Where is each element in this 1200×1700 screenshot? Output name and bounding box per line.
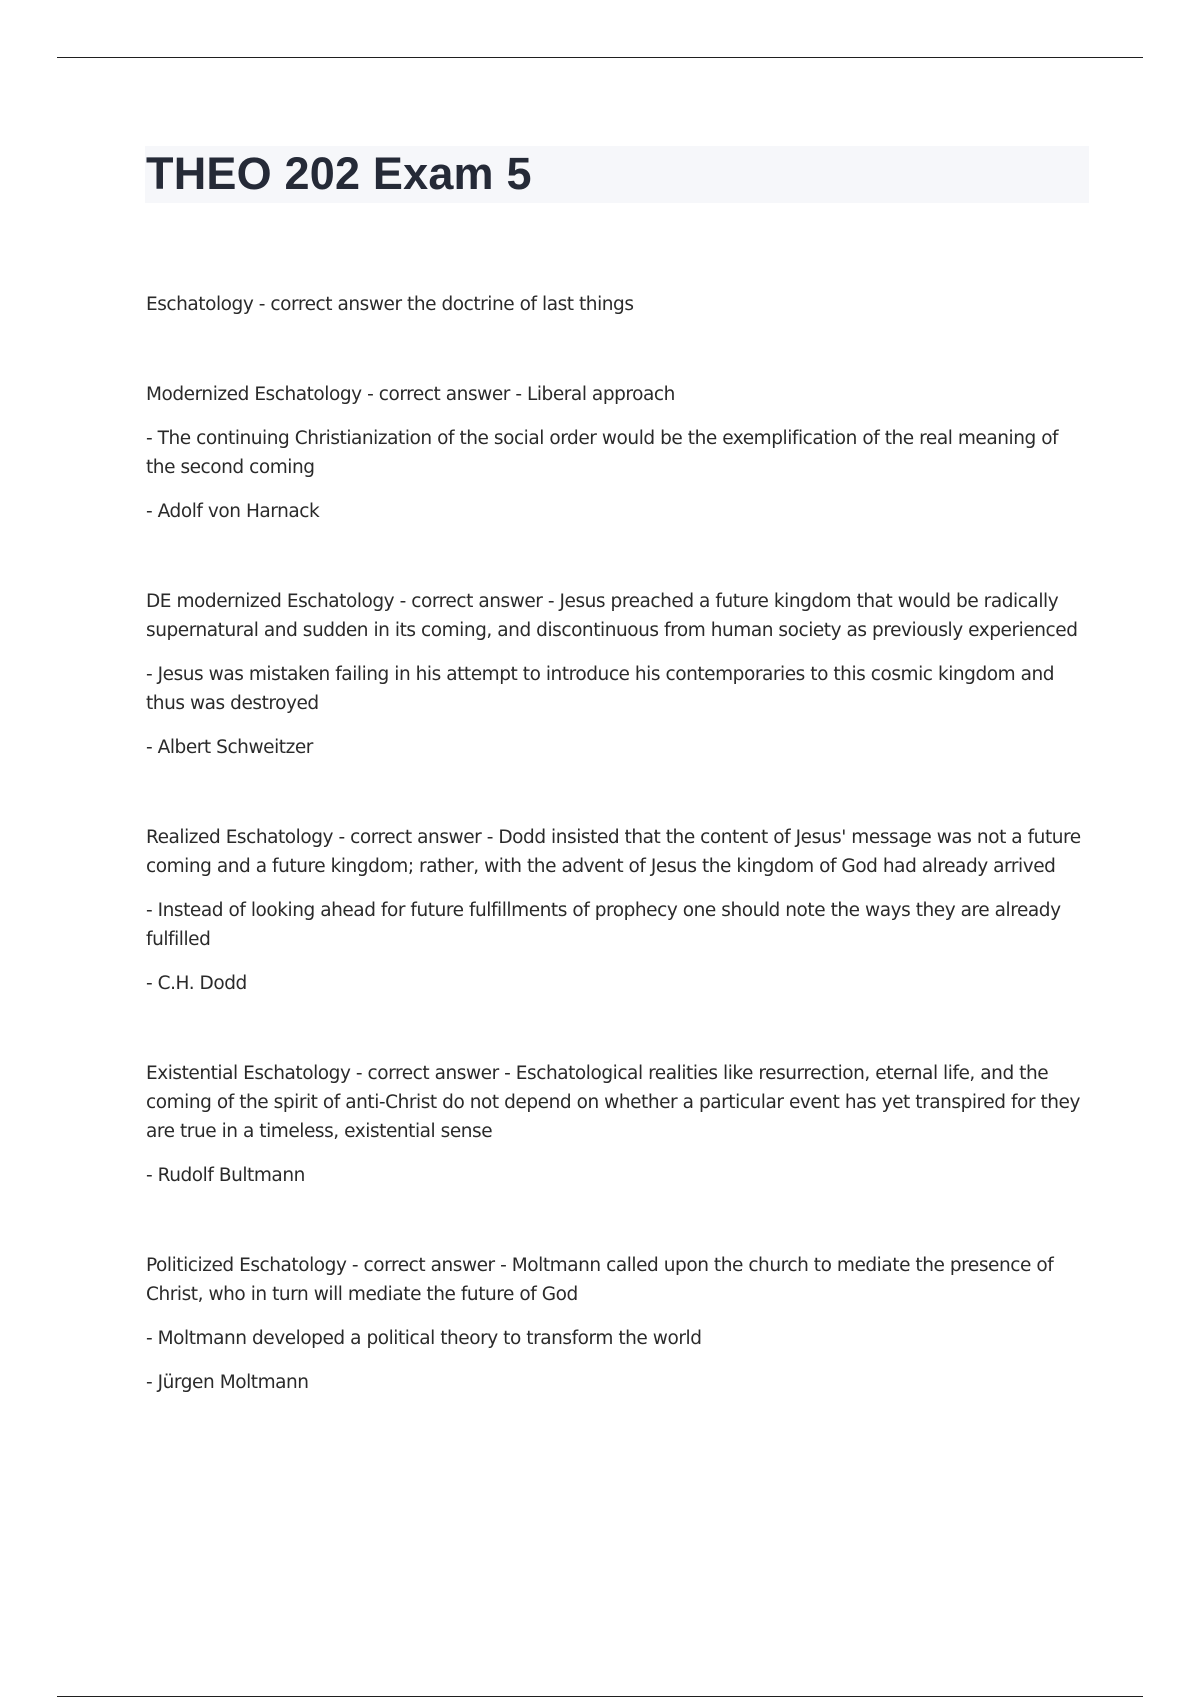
- entry-note: - Jesus was mistaken failing in his attempt to introduce his contemporaries to this cosmic kingdom and thus was destroyed: [146, 664, 1055, 714]
- entry-note: - Rudolf Bultmann: [146, 1165, 305, 1186]
- entry-note: - Albert Schweitzer: [146, 737, 313, 758]
- flashcard-entry-de-modernized-eschatology: [146, 587, 1086, 762]
- entry-term: Existential Eschatology - correct answer - Eschatological realities like resurrection, eternal life, and the coming of the spirit of anti-Christ do not depend on whether a particular event has yet transpired for they are true in a timeless, existential sense: [146, 1063, 1080, 1142]
- entry-term: Politicized Eschatology - correct answer - Moltmann called upon the church to mediate the presence of Christ, who in turn will mediate the future of God: [146, 1255, 1054, 1305]
- page-title: THEO 202 Exam 5: [146, 148, 532, 199]
- entry-term: Modernized Eschatology - correct answer - Liberal approach: [146, 384, 675, 405]
- entry-note: - Adolf von Harnack: [146, 501, 320, 522]
- flashcard-entry-existential-eschatology: [146, 1059, 1086, 1190]
- entry-note: - Moltmann developed a political theory to transform the world: [146, 1328, 702, 1349]
- entry-note: - The continuing Christianization of the social order would be the exemplification of the real meaning of the second coming: [146, 428, 1059, 478]
- entry-term: DE modernized Eschatology - correct answer - Jesus preached a future kingdom that would be radically supernatural and sudden in its coming, and discontinuous from human society as previously experienced: [146, 591, 1078, 641]
- flashcard-entry-modernized-eschatology: [146, 380, 1086, 526]
- bottom-rule: [57, 1696, 1143, 1697]
- flashcard-entry-realized-eschatology: [146, 823, 1086, 998]
- entry-note: - Jürgen Moltmann: [146, 1372, 309, 1393]
- top-rule: [57, 57, 1143, 58]
- entry-note: - C.H. Dodd: [146, 973, 247, 994]
- flashcard-entry-politicized-eschatology: [146, 1251, 1086, 1397]
- flashcard-list: [146, 290, 1086, 1458]
- entry-note: - Instead of looking ahead for future fulfillments of prophecy one should note the ways they are already fulfilled: [146, 900, 1061, 950]
- flashcard-entry-eschatology: [146, 290, 1086, 319]
- entry-term: Realized Eschatology - correct answer - Dodd insisted that the content of Jesus' message was not a future coming and a future kingdom; rather, with the advent of Jesus the kingdom of God had already arrived: [146, 827, 1081, 877]
- entry-term: Eschatology - correct answer the doctrine of last things: [146, 294, 634, 315]
